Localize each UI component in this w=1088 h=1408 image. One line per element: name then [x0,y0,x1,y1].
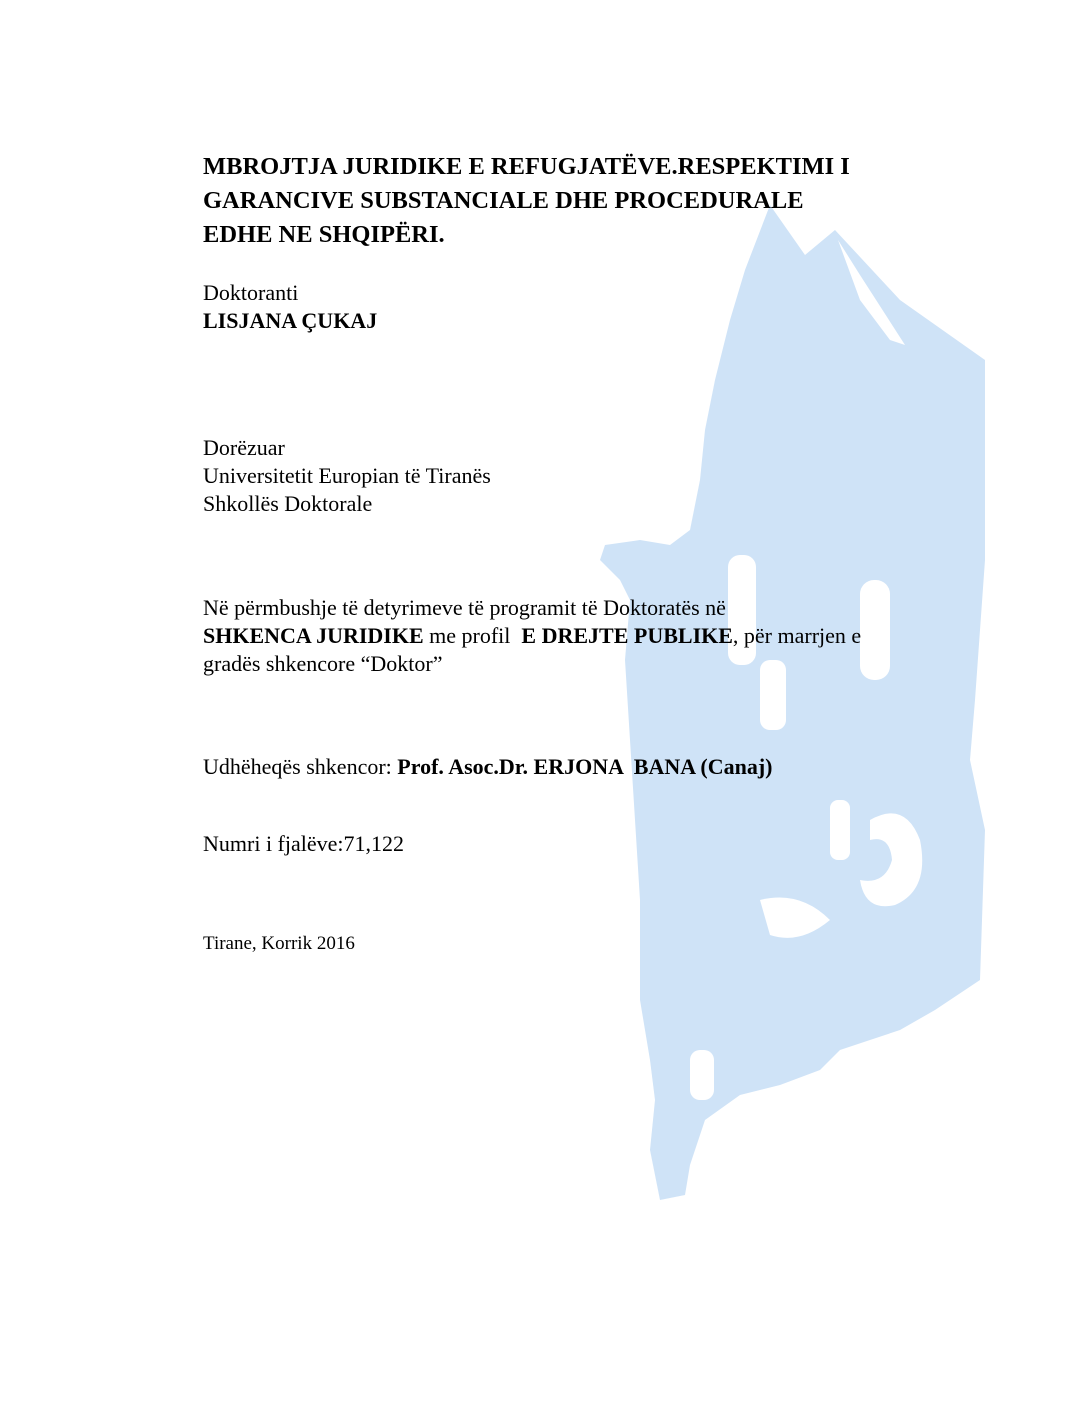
profile-prefix: me profil [423,623,522,648]
thesis-title-line-3: EDHE NE SHQIPËRI. [203,221,445,248]
thesis-title [203,150,983,252]
fulfillment-line-1: Në përmbushje të detyrimeve të programit të Doktoratës në [203,595,726,620]
supervisor-block [203,753,773,781]
candidate-block [203,279,377,335]
place-and-date: Tirane, Korrik 2016 [203,933,355,954]
supervisor-name: Prof. Asoc.Dr. ERJONA BANA (Canaj) [397,754,773,779]
candidate-name: LISJANA ÇUKAJ [203,308,378,333]
word-count-label: Numri i fjalëve: [203,831,344,856]
thesis-title-line-2: GARANCIVE SUBSTANCIALE DHE PROCEDURALE [203,187,804,214]
candidate-label: Doktoranti [203,280,299,305]
thesis-title-line-1: MBROJTJA JURIDIKE E REFUGJATËVE.RESPEKTIMI I [203,153,850,180]
university-name: Universitetit Europian të Tiranës [203,463,491,488]
word-count-value: 71,122 [343,831,405,856]
doctoral-school: Shkollës Doktorale [203,491,373,516]
profile-name: E DREJTE PUBLIKE [521,623,733,648]
word-count-line [203,830,404,858]
field-name: SHKENCA JURIDIKE [203,623,424,648]
supervisor-label: Udhëheqës shkencor: [203,754,398,779]
word-count-block [203,830,404,858]
submitted-block [203,434,491,518]
fulfillment-line-2 [203,622,861,650]
profile-suffix: , për marrjen e [732,623,862,648]
supervisor-line [203,753,773,781]
fulfillment-block [203,594,861,678]
fulfillment-line-3: gradës shkencore “Doktor” [203,651,443,676]
submitted-label: Dorëzuar [203,435,285,460]
